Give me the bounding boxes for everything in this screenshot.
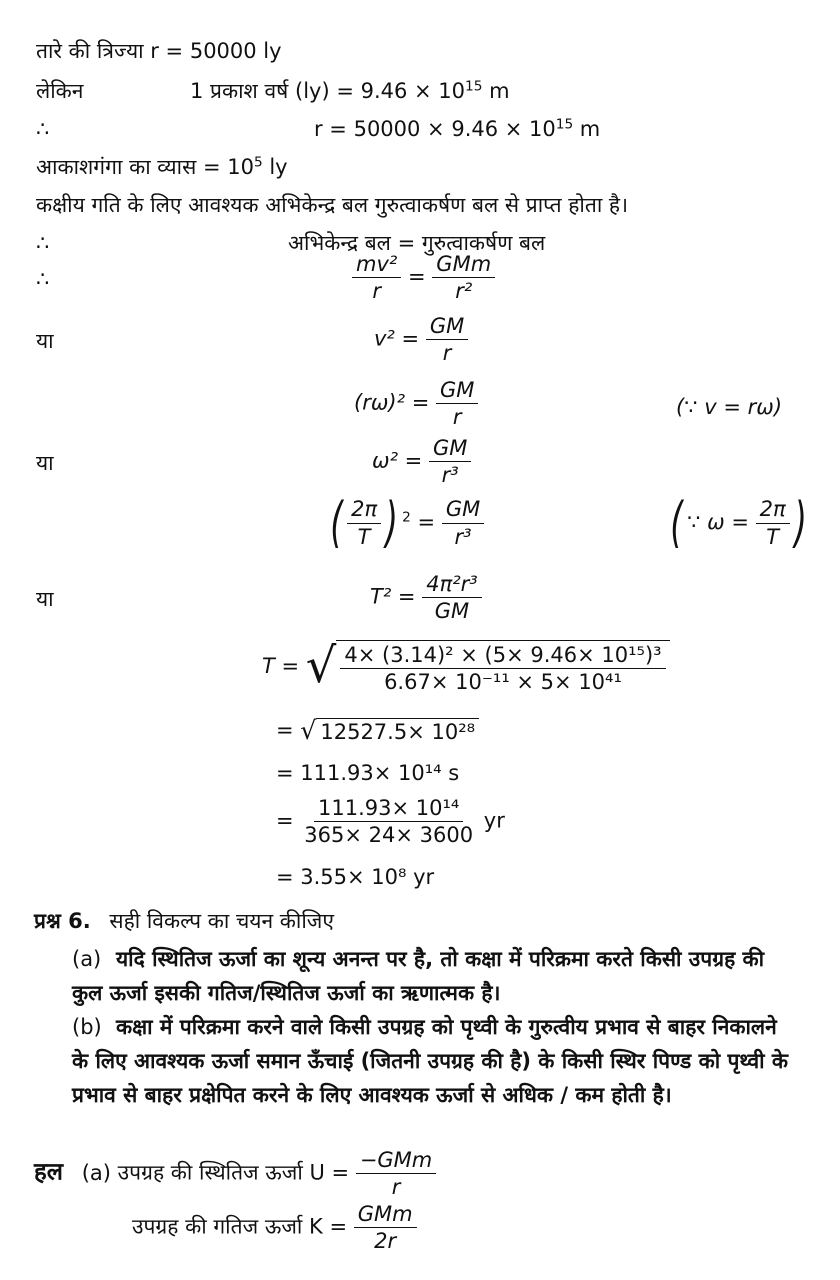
solution-line-u: हल (a) उपग्रह की स्थितिज ऊर्जा U = $\frac{\text{−GMm}}{r}$ xyxy=(34,1148,436,1199)
note-v-equals-r-omega: (∵ v = rω) xyxy=(676,395,783,419)
centripetal-statement: कक्षीय गति के लिए आवश्यक अभिकेन्द्र बल गुरुत्वाकर्षण बल से प्राप्त होता है। xyxy=(36,193,629,217)
question-heading xyxy=(34,910,334,933)
star-radius-text: तारे की त्रिज्या r = 50000 ly xyxy=(36,39,282,63)
force-equality-text: अभिकेन्द्र बल = गुरुत्वाकर्षण बल xyxy=(288,231,546,255)
but-label: लेकिन xyxy=(36,79,84,103)
question-number: प्रश्न 6. xyxy=(34,909,91,933)
radius-meters-equation: $r = 50000 \times 9.46 \times 10^{15}$ m xyxy=(314,116,601,141)
force-equality-line xyxy=(36,231,546,255)
question-part-b: (b) कक्षा में परिक्रमा करने वाले किसी उपग्रह को पृथ्वी के गुरुत्वीय प्रभाव से बाहर निकालने के लिए आवश्यक ऊर्जा समान ऊँचाई (जितनी उपग्रह की है) के किसी स्थिर पिण्ड को पृथ्वी के प्रभाव से बाहर प्रक्षेपित करने के लिए आवश्यक ऊर्जा से अधिक / कम होती है। xyxy=(72,1015,789,1107)
equation-final-years: = 3.55× 10⁸ yr xyxy=(276,865,435,889)
therefore-symbol: ∴ xyxy=(36,231,50,255)
equation-seconds-result: = 111.93× 10¹⁴ s xyxy=(276,761,460,785)
equation-year-conversion: = $\frac{\text{111.93× 10¹⁴}}{365\times 24\times 3600}$ yr xyxy=(276,796,505,848)
solution-line-k: उपग्रह की गतिज ऊर्जा K = $\frac{\text{GMm}}{2r}$ xyxy=(132,1202,417,1253)
equation-force-balance: $\frac{\text{mv²}}{r}$ = $\frac{\text{GMm}}{\text{r²}}$ xyxy=(352,252,495,303)
light-year-equation: 1 प्रकाश वर्ष $(ly) = 9.46 \times 10^{15}$ m xyxy=(190,78,510,103)
therefore-symbol: ∴ xyxy=(36,117,50,141)
equation-two-pi-over-t: ( $\frac{2\pi}{T}$ ) $^2$ = $\frac{GM}{\text{r³}}$ xyxy=(326,496,484,550)
light-year-line xyxy=(36,78,510,103)
question-part-a: (a) यदि स्थितिज ऊर्जा का शून्य अनन्त पर है, तो कक्षा में परिक्रमा करते किसी उपग्रह की कुल ऊर्जा इसकी गतिज/स्थितिज ऊर्जा का ऋणात्मक है। xyxy=(72,947,765,1005)
equation-t-squared: T² = $\frac{\text{4π²r³}}{GM}$ xyxy=(370,572,482,623)
therefore-symbol: ∴ xyxy=(36,267,50,291)
radius-meters-line xyxy=(36,116,601,141)
equation-sqrt-result: = √ 12527.5× 10²⁸ xyxy=(276,718,479,744)
note-omega-definition: ( ∵ ω = $\frac{2\pi}{T}$ ) xyxy=(670,491,807,554)
equation-r-omega: (rω)² = $\frac{GM}{r}$ xyxy=(354,378,478,429)
galaxy-diameter-line: आकाशगंगा का व्यास = $10^5$ ly xyxy=(36,154,288,179)
or-label: या xyxy=(36,329,54,353)
solution-label: हल xyxy=(34,1157,64,1186)
equation-t-substitution: T = √ $\frac{\text{4× (3.14)² × (5× 9.46× 10¹⁵)³}}{\text{6.67× 10⁻¹¹ × 5× 10⁴¹}}$ xyxy=(262,640,670,694)
or-label: या xyxy=(36,587,54,611)
question-title: सही विकल्प का चयन कीजिए xyxy=(109,909,334,933)
or-label: या xyxy=(36,451,54,475)
equation-v-squared: v² = $\frac{GM}{r}$ xyxy=(374,314,468,365)
star-radius-line xyxy=(36,40,282,63)
equation-omega-squared: ω² = $\frac{GM}{\text{r³}}$ xyxy=(372,436,471,487)
